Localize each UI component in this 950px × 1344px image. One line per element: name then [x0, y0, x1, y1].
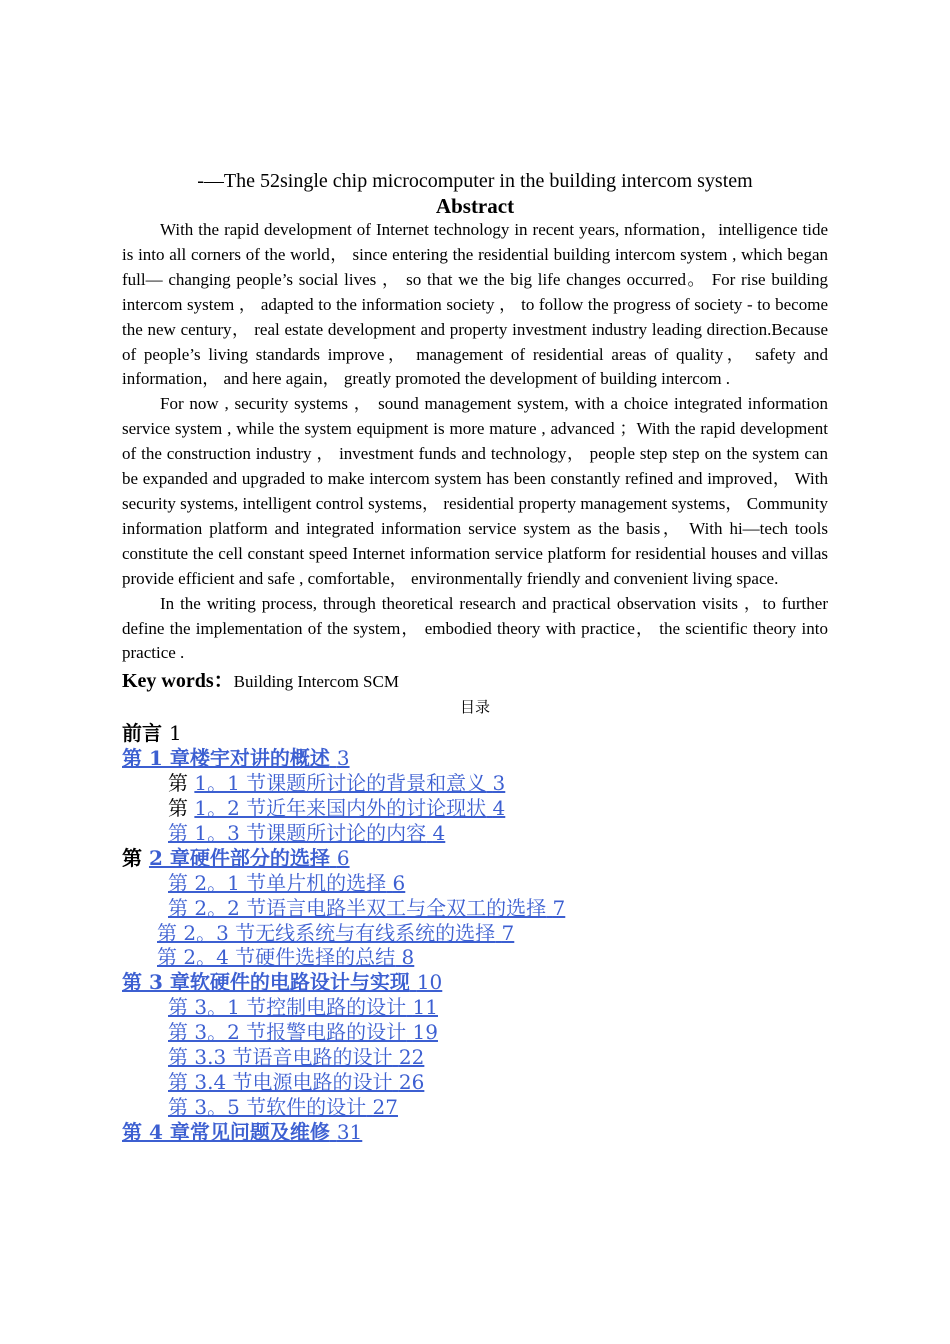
keywords-value: Building Intercom SCM	[233, 672, 399, 692]
toc-title: 目录	[459, 700, 490, 717]
toc-link-section-1-3[interactable]: 第 1。3 节课题所讨论的内容 4	[168, 820, 446, 845]
toc-link-section-1-1[interactable]: 1。1 节课题所讨论的背景和意义 3	[194, 771, 506, 796]
toc-entry-section-3-5[interactable]	[122, 1095, 828, 1120]
toc-entry-section-3-4[interactable]	[122, 1070, 828, 1095]
toc-entry-section-2-2[interactable]	[122, 896, 828, 921]
abstract-heading: Abstract	[435, 194, 515, 218]
toc-entry-section-3-3[interactable]	[122, 1045, 828, 1070]
toc-entry-chapter-4[interactable]	[122, 1120, 828, 1145]
abstract-paragraph-1: With the rapid development of Internet technology in recent years, nformation，intelligence tide is into all corners of the world， since entering the residential building intercom system , which began full— changing people’s social lives ， so that we the big life changes occurred。 For rise building intercom system ， adapted to the information society ， to follow the progress of society - to become the new century， real estate development and property investment industry leading direction.Because of people’s living standards improve， management of residential areas of quality， safety and information， and here again， greatly promoted the development of building intercom .	[122, 220, 828, 389]
toc-link-chapter-2[interactable]: 2 章硬件部分的选择 6	[148, 845, 350, 870]
toc-entry-chapter-1[interactable]	[122, 746, 828, 771]
keywords-label: Key words：	[122, 670, 234, 693]
table-of-contents	[122, 721, 828, 1144]
toc-entry-section-2-3[interactable]	[122, 921, 828, 946]
toc-entry-section-3-1[interactable]	[122, 995, 828, 1020]
toc-link-section-3-3[interactable]: 第 3.3 节语音电路的设计 22	[168, 1045, 425, 1070]
toc-link-section-3-2[interactable]: 第 3。2 节报警电路的设计 19	[168, 1020, 438, 1045]
toc-entry-section-1-3[interactable]	[122, 821, 828, 846]
toc-link-section-2-4[interactable]: 第 2。4 节硬件选择的总结 8	[157, 945, 415, 970]
document-subtitle: -—The 52single chip microcomputer in the building intercom system	[197, 170, 753, 192]
toc-link-section-2-3[interactable]: 第 2。3 节无线系统与有线系统的选择 7	[157, 920, 515, 945]
toc-link-chapter-3[interactable]: 第 3 章软硬件的电路设计与实现 10	[122, 970, 443, 995]
toc-link-section-3-1[interactable]: 第 3。1 节控制电路的设计 11	[168, 995, 438, 1020]
document-page	[122, 168, 828, 1145]
toc-entry-section-1-1[interactable]: 第 1。1 节课题所讨论的背景和意义 3	[168, 771, 506, 796]
toc-entry-section-2-4[interactable]	[122, 945, 828, 970]
toc-link-section-3-4[interactable]: 第 3.4 节电源电路的设计 26	[168, 1070, 425, 1094]
toc-entry-section-3-2[interactable]	[122, 1020, 828, 1045]
toc-entry-section-2-1[interactable]	[122, 871, 828, 896]
abstract-paragraph-2: For now , security systems ， sound management system, with a choice integrated information service system , while the system equipment is more mature , advanced ；With the rapid development of the construction industry ， investment funds and technology， people step step on the system can be expanded and upgraded to make intercom system has been constantly refined and improved， With security systems, intelligent control systems， residential property management systems， Community information platform and integrated information service system as the basis， With hi—tech tools constitute the cell constant speed Internet information service platform for residential houses and villas provide efficient and safe , comfortable， environmentally friendly and convenient living space.	[122, 394, 828, 588]
toc-entry-chapter-2[interactable]: 第 2 章硬件部分的选择 6	[122, 845, 350, 870]
toc-entry-preface: 前言 1	[122, 721, 182, 746]
toc-link-section-3-5[interactable]: 第 3。5 节软件的设计 27	[168, 1094, 398, 1119]
abstract-paragraph-3: In the writing process, through theoretical research and practical observation visits ，to further define the implementation of the system， embodied theory with practice， the scientific theory into practice .	[122, 593, 828, 663]
toc-entry-section-1-2[interactable]: 第 1。2 节近年来国内外的讨论现状 4	[168, 796, 506, 821]
keywords-line	[122, 668, 828, 695]
toc-entry-chapter-3[interactable]	[122, 970, 828, 995]
toc-link-section-2-1[interactable]: 第 2。1 节单片机的选择 6	[168, 870, 406, 895]
toc-link-section-1-2[interactable]: 1。2 节近年来国内外的讨论现状 4	[194, 796, 506, 821]
toc-link-section-2-2[interactable]: 第 2。2 节语言电路半双工与全双工的选择 7	[168, 895, 566, 920]
toc-link-chapter-4[interactable]: 第 4 章常见问题及维修 31	[122, 1119, 363, 1144]
toc-link-chapter-1[interactable]: 第 1 章楼宇对讲的概述 3	[122, 746, 350, 771]
